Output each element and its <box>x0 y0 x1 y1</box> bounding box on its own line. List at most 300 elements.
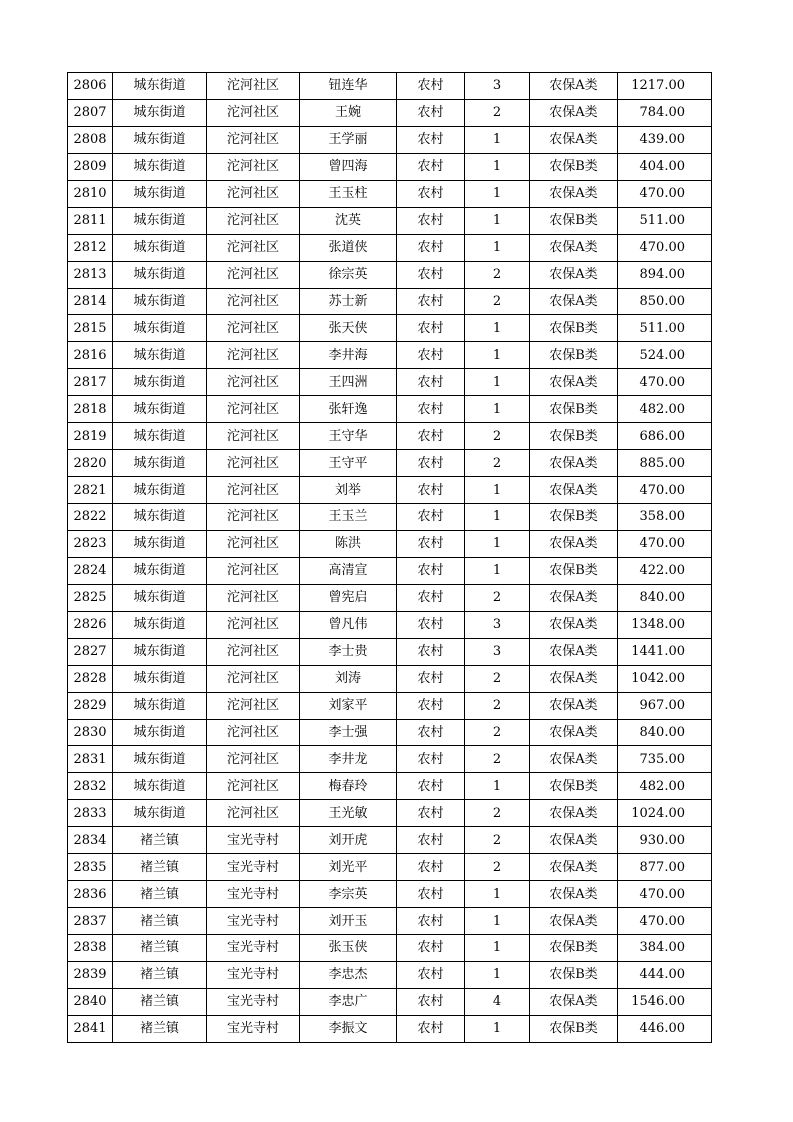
community-cell: 沱河社区 <box>207 477 300 504</box>
community-cell: 宝光寺村 <box>207 1015 300 1042</box>
amount-cell: 446.00 <box>618 1015 712 1042</box>
amount-cell: 358.00 <box>618 504 712 531</box>
person-name-cell: 张玉侠 <box>300 935 397 962</box>
person-name-cell: 王光敏 <box>300 800 397 827</box>
household-type-cell: 农村 <box>397 611 465 638</box>
serial-number-cell: 2836 <box>68 881 113 908</box>
household-type-cell: 农村 <box>397 234 465 261</box>
person-name-cell: 苏士新 <box>300 288 397 315</box>
table-row <box>68 477 712 504</box>
household-size-cell: 2 <box>465 288 530 315</box>
community-cell: 沱河社区 <box>207 773 300 800</box>
person-name-cell: 王玉兰 <box>300 504 397 531</box>
community-cell: 沱河社区 <box>207 746 300 773</box>
household-size-cell: 2 <box>465 450 530 477</box>
household-type-cell: 农村 <box>397 450 465 477</box>
person-name-cell: 李宗英 <box>300 881 397 908</box>
serial-number-cell: 2840 <box>68 988 113 1015</box>
table-row <box>68 288 712 315</box>
table-row <box>68 827 712 854</box>
amount-cell: 511.00 <box>618 207 712 234</box>
household-type-cell: 农村 <box>397 961 465 988</box>
community-cell: 宝光寺村 <box>207 961 300 988</box>
community-cell: 沱河社区 <box>207 692 300 719</box>
serial-number-cell: 2828 <box>68 665 113 692</box>
serial-number-cell: 2809 <box>68 153 113 180</box>
amount-cell: 470.00 <box>618 477 712 504</box>
table-row <box>68 881 712 908</box>
community-cell: 沱河社区 <box>207 719 300 746</box>
insurance-category-cell: 农保A类 <box>530 908 618 935</box>
person-name-cell: 王守华 <box>300 423 397 450</box>
household-size-cell: 1 <box>465 477 530 504</box>
town-cell: 城东街道 <box>113 288 207 315</box>
household-type-cell: 农村 <box>397 73 465 100</box>
insurance-category-cell: 农保A类 <box>530 261 618 288</box>
amount-cell: 404.00 <box>618 153 712 180</box>
serial-number-cell: 2841 <box>68 1015 113 1042</box>
household-type-cell: 农村 <box>397 881 465 908</box>
town-cell: 褚兰镇 <box>113 827 207 854</box>
table-row <box>68 584 712 611</box>
household-size-cell: 2 <box>465 99 530 126</box>
town-cell: 褚兰镇 <box>113 935 207 962</box>
relief-roster-sheet <box>67 72 712 1043</box>
household-type-cell: 农村 <box>397 935 465 962</box>
household-type-cell: 农村 <box>397 746 465 773</box>
community-cell: 沱河社区 <box>207 73 300 100</box>
insurance-category-cell: 农保A类 <box>530 692 618 719</box>
town-cell: 城东街道 <box>113 692 207 719</box>
insurance-category-cell: 农保B类 <box>530 396 618 423</box>
insurance-category-cell: 农保B类 <box>530 423 618 450</box>
person-name-cell: 曾凡伟 <box>300 611 397 638</box>
amount-cell: 444.00 <box>618 961 712 988</box>
table-row <box>68 261 712 288</box>
person-name-cell: 李士贵 <box>300 638 397 665</box>
household-type-cell: 农村 <box>397 369 465 396</box>
amount-cell: 482.00 <box>618 773 712 800</box>
community-cell: 沱河社区 <box>207 180 300 207</box>
amount-cell: 1441.00 <box>618 638 712 665</box>
town-cell: 城东街道 <box>113 665 207 692</box>
community-cell: 沱河社区 <box>207 342 300 369</box>
town-cell: 城东街道 <box>113 800 207 827</box>
person-name-cell: 刘开虎 <box>300 827 397 854</box>
household-type-cell: 农村 <box>397 261 465 288</box>
serial-number-cell: 2813 <box>68 261 113 288</box>
table-row <box>68 234 712 261</box>
household-type-cell: 农村 <box>397 477 465 504</box>
insurance-category-cell: 农保B类 <box>530 207 618 234</box>
town-cell: 城东街道 <box>113 315 207 342</box>
insurance-category-cell: 农保A类 <box>530 827 618 854</box>
person-name-cell: 李井海 <box>300 342 397 369</box>
amount-cell: 470.00 <box>618 530 712 557</box>
amount-cell: 1042.00 <box>618 665 712 692</box>
town-cell: 城东街道 <box>113 719 207 746</box>
household-size-cell: 2 <box>465 746 530 773</box>
insurance-category-cell: 农保A类 <box>530 477 618 504</box>
table-row <box>68 369 712 396</box>
insurance-category-cell: 农保B类 <box>530 504 618 531</box>
person-name-cell: 李忠杰 <box>300 961 397 988</box>
community-cell: 沱河社区 <box>207 557 300 584</box>
community-cell: 沱河社区 <box>207 611 300 638</box>
table-row <box>68 854 712 881</box>
table-row <box>68 207 712 234</box>
insurance-category-cell: 农保A类 <box>530 638 618 665</box>
household-size-cell: 3 <box>465 611 530 638</box>
household-size-cell: 1 <box>465 881 530 908</box>
household-size-cell: 1 <box>465 961 530 988</box>
town-cell: 城东街道 <box>113 557 207 584</box>
household-size-cell: 1 <box>465 180 530 207</box>
table-row <box>68 692 712 719</box>
household-size-cell: 1 <box>465 207 530 234</box>
serial-number-cell: 2835 <box>68 854 113 881</box>
household-type-cell: 农村 <box>397 692 465 719</box>
insurance-category-cell: 农保B类 <box>530 153 618 180</box>
insurance-category-cell: 农保A类 <box>530 126 618 153</box>
household-size-cell: 3 <box>465 73 530 100</box>
household-size-cell: 2 <box>465 584 530 611</box>
community-cell: 沱河社区 <box>207 315 300 342</box>
household-type-cell: 农村 <box>397 854 465 881</box>
serial-number-cell: 2831 <box>68 746 113 773</box>
insurance-category-cell: 农保B类 <box>530 961 618 988</box>
town-cell: 城东街道 <box>113 530 207 557</box>
person-name-cell: 李振文 <box>300 1015 397 1042</box>
insurance-category-cell: 农保A类 <box>530 746 618 773</box>
household-type-cell: 农村 <box>397 908 465 935</box>
household-size-cell: 1 <box>465 530 530 557</box>
serial-number-cell: 2806 <box>68 73 113 100</box>
serial-number-cell: 2833 <box>68 800 113 827</box>
person-name-cell: 李忠广 <box>300 988 397 1015</box>
serial-number-cell: 2837 <box>68 908 113 935</box>
amount-cell: 511.00 <box>618 315 712 342</box>
community-cell: 宝光寺村 <box>207 908 300 935</box>
community-cell: 沱河社区 <box>207 261 300 288</box>
insurance-category-cell: 农保A类 <box>530 584 618 611</box>
serial-number-cell: 2838 <box>68 935 113 962</box>
community-cell: 宝光寺村 <box>207 988 300 1015</box>
town-cell: 城东街道 <box>113 369 207 396</box>
person-name-cell: 曾四海 <box>300 153 397 180</box>
town-cell: 城东街道 <box>113 746 207 773</box>
person-name-cell: 李士强 <box>300 719 397 746</box>
town-cell: 城东街道 <box>113 773 207 800</box>
town-cell: 城东街道 <box>113 638 207 665</box>
household-type-cell: 农村 <box>397 827 465 854</box>
serial-number-cell: 2811 <box>68 207 113 234</box>
person-name-cell: 徐宗英 <box>300 261 397 288</box>
household-size-cell: 1 <box>465 773 530 800</box>
serial-number-cell: 2829 <box>68 692 113 719</box>
insurance-category-cell: 农保A类 <box>530 611 618 638</box>
household-size-cell: 2 <box>465 692 530 719</box>
amount-cell: 967.00 <box>618 692 712 719</box>
insurance-category-cell: 农保A类 <box>530 234 618 261</box>
table-row <box>68 423 712 450</box>
amount-cell: 686.00 <box>618 423 712 450</box>
household-size-cell: 1 <box>465 153 530 180</box>
person-name-cell: 高清宣 <box>300 557 397 584</box>
person-name-cell: 刘涛 <box>300 665 397 692</box>
community-cell: 沱河社区 <box>207 665 300 692</box>
person-name-cell: 王学丽 <box>300 126 397 153</box>
insurance-category-cell: 农保A类 <box>530 369 618 396</box>
serial-number-cell: 2808 <box>68 126 113 153</box>
person-name-cell: 王守平 <box>300 450 397 477</box>
community-cell: 沱河社区 <box>207 638 300 665</box>
amount-cell: 894.00 <box>618 261 712 288</box>
community-cell: 宝光寺村 <box>207 935 300 962</box>
town-cell: 褚兰镇 <box>113 881 207 908</box>
table-row <box>68 342 712 369</box>
serial-number-cell: 2820 <box>68 450 113 477</box>
amount-cell: 470.00 <box>618 881 712 908</box>
town-cell: 城东街道 <box>113 234 207 261</box>
amount-cell: 850.00 <box>618 288 712 315</box>
insurance-category-cell: 农保A类 <box>530 73 618 100</box>
amount-cell: 470.00 <box>618 234 712 261</box>
household-size-cell: 2 <box>465 719 530 746</box>
table-body <box>68 73 712 1043</box>
table-row <box>68 800 712 827</box>
household-size-cell: 1 <box>465 1015 530 1042</box>
household-size-cell: 3 <box>465 638 530 665</box>
town-cell: 城东街道 <box>113 504 207 531</box>
table-row <box>68 961 712 988</box>
household-type-cell: 农村 <box>397 638 465 665</box>
table-row <box>68 315 712 342</box>
town-cell: 城东街道 <box>113 180 207 207</box>
serial-number-cell: 2824 <box>68 557 113 584</box>
table-row <box>68 988 712 1015</box>
person-name-cell: 张天侠 <box>300 315 397 342</box>
household-type-cell: 农村 <box>397 719 465 746</box>
serial-number-cell: 2832 <box>68 773 113 800</box>
amount-cell: 470.00 <box>618 180 712 207</box>
community-cell: 沱河社区 <box>207 207 300 234</box>
serial-number-cell: 2823 <box>68 530 113 557</box>
serial-number-cell: 2826 <box>68 611 113 638</box>
table-row <box>68 935 712 962</box>
person-name-cell: 王四洲 <box>300 369 397 396</box>
community-cell: 沱河社区 <box>207 450 300 477</box>
community-cell: 宝光寺村 <box>207 827 300 854</box>
table-row <box>68 638 712 665</box>
table-row <box>68 665 712 692</box>
community-cell: 沱河社区 <box>207 153 300 180</box>
amount-cell: 735.00 <box>618 746 712 773</box>
amount-cell: 524.00 <box>618 342 712 369</box>
insurance-category-cell: 农保B类 <box>530 315 618 342</box>
town-cell: 城东街道 <box>113 396 207 423</box>
person-name-cell: 曾宪启 <box>300 584 397 611</box>
table-row <box>68 450 712 477</box>
household-type-cell: 农村 <box>397 288 465 315</box>
table-row <box>68 1015 712 1042</box>
household-size-cell: 2 <box>465 800 530 827</box>
person-name-cell: 张道侠 <box>300 234 397 261</box>
table-row <box>68 126 712 153</box>
town-cell: 褚兰镇 <box>113 1015 207 1042</box>
household-size-cell: 2 <box>465 827 530 854</box>
insurance-category-cell: 农保A类 <box>530 988 618 1015</box>
person-name-cell: 李井龙 <box>300 746 397 773</box>
amount-cell: 840.00 <box>618 719 712 746</box>
serial-number-cell: 2814 <box>68 288 113 315</box>
serial-number-cell: 2818 <box>68 396 113 423</box>
insurance-category-cell: 农保A类 <box>530 854 618 881</box>
household-type-cell: 农村 <box>397 800 465 827</box>
household-type-cell: 农村 <box>397 126 465 153</box>
person-name-cell: 刘家平 <box>300 692 397 719</box>
table-row <box>68 557 712 584</box>
town-cell: 褚兰镇 <box>113 988 207 1015</box>
town-cell: 城东街道 <box>113 153 207 180</box>
community-cell: 宝光寺村 <box>207 854 300 881</box>
relief-roster-table <box>67 72 712 1043</box>
insurance-category-cell: 农保A类 <box>530 99 618 126</box>
town-cell: 城东街道 <box>113 477 207 504</box>
table-row <box>68 73 712 100</box>
person-name-cell: 陈洪 <box>300 530 397 557</box>
person-name-cell: 沈英 <box>300 207 397 234</box>
insurance-category-cell: 农保A类 <box>530 800 618 827</box>
household-type-cell: 农村 <box>397 1015 465 1042</box>
amount-cell: 1024.00 <box>618 800 712 827</box>
serial-number-cell: 2834 <box>68 827 113 854</box>
serial-number-cell: 2815 <box>68 315 113 342</box>
town-cell: 城东街道 <box>113 342 207 369</box>
insurance-category-cell: 农保B类 <box>530 1015 618 1042</box>
community-cell: 沱河社区 <box>207 423 300 450</box>
amount-cell: 1348.00 <box>618 611 712 638</box>
household-type-cell: 农村 <box>397 530 465 557</box>
household-type-cell: 农村 <box>397 773 465 800</box>
community-cell: 沱河社区 <box>207 99 300 126</box>
amount-cell: 784.00 <box>618 99 712 126</box>
table-row <box>68 530 712 557</box>
table-row <box>68 153 712 180</box>
amount-cell: 930.00 <box>618 827 712 854</box>
table-row <box>68 504 712 531</box>
serial-number-cell: 2817 <box>68 369 113 396</box>
person-name-cell: 梅春玲 <box>300 773 397 800</box>
household-size-cell: 1 <box>465 396 530 423</box>
household-size-cell: 4 <box>465 988 530 1015</box>
household-size-cell: 2 <box>465 423 530 450</box>
community-cell: 沱河社区 <box>207 234 300 261</box>
insurance-category-cell: 农保B类 <box>530 342 618 369</box>
amount-cell: 840.00 <box>618 584 712 611</box>
household-type-cell: 农村 <box>397 423 465 450</box>
household-size-cell: 2 <box>465 665 530 692</box>
amount-cell: 439.00 <box>618 126 712 153</box>
table-row <box>68 180 712 207</box>
household-size-cell: 1 <box>465 908 530 935</box>
insurance-category-cell: 农保A类 <box>530 881 618 908</box>
amount-cell: 422.00 <box>618 557 712 584</box>
person-name-cell: 钮连华 <box>300 73 397 100</box>
amount-cell: 470.00 <box>618 369 712 396</box>
table-row <box>68 746 712 773</box>
insurance-category-cell: 农保A类 <box>530 180 618 207</box>
community-cell: 沱河社区 <box>207 126 300 153</box>
amount-cell: 877.00 <box>618 854 712 881</box>
town-cell: 城东街道 <box>113 99 207 126</box>
amount-cell: 1217.00 <box>618 73 712 100</box>
serial-number-cell: 2839 <box>68 961 113 988</box>
household-size-cell: 1 <box>465 315 530 342</box>
town-cell: 城东街道 <box>113 611 207 638</box>
table-row <box>68 773 712 800</box>
household-size-cell: 1 <box>465 126 530 153</box>
household-type-cell: 农村 <box>397 396 465 423</box>
amount-cell: 1546.00 <box>618 988 712 1015</box>
person-name-cell: 王婉 <box>300 99 397 126</box>
household-type-cell: 农村 <box>397 180 465 207</box>
serial-number-cell: 2812 <box>68 234 113 261</box>
person-name-cell: 刘开玉 <box>300 908 397 935</box>
table-row <box>68 611 712 638</box>
household-size-cell: 1 <box>465 935 530 962</box>
serial-number-cell: 2825 <box>68 584 113 611</box>
insurance-category-cell: 农保A类 <box>530 288 618 315</box>
insurance-category-cell: 农保A类 <box>530 665 618 692</box>
town-cell: 城东街道 <box>113 73 207 100</box>
table-row <box>68 99 712 126</box>
community-cell: 宝光寺村 <box>207 881 300 908</box>
household-size-cell: 1 <box>465 504 530 531</box>
serial-number-cell: 2830 <box>68 719 113 746</box>
town-cell: 城东街道 <box>113 423 207 450</box>
community-cell: 沱河社区 <box>207 288 300 315</box>
table-row <box>68 396 712 423</box>
person-name-cell: 刘光平 <box>300 854 397 881</box>
serial-number-cell: 2810 <box>68 180 113 207</box>
serial-number-cell: 2816 <box>68 342 113 369</box>
town-cell: 城东街道 <box>113 450 207 477</box>
household-type-cell: 农村 <box>397 315 465 342</box>
table-row <box>68 719 712 746</box>
insurance-category-cell: 农保A类 <box>530 530 618 557</box>
person-name-cell: 王玉柱 <box>300 180 397 207</box>
household-size-cell: 1 <box>465 369 530 396</box>
town-cell: 褚兰镇 <box>113 961 207 988</box>
serial-number-cell: 2819 <box>68 423 113 450</box>
household-type-cell: 农村 <box>397 99 465 126</box>
town-cell: 褚兰镇 <box>113 908 207 935</box>
person-name-cell: 张轩逸 <box>300 396 397 423</box>
person-name-cell: 刘举 <box>300 477 397 504</box>
household-size-cell: 1 <box>465 234 530 261</box>
insurance-category-cell: 农保B类 <box>530 773 618 800</box>
town-cell: 褚兰镇 <box>113 854 207 881</box>
community-cell: 沱河社区 <box>207 800 300 827</box>
community-cell: 沱河社区 <box>207 396 300 423</box>
household-type-cell: 农村 <box>397 665 465 692</box>
amount-cell: 482.00 <box>618 396 712 423</box>
community-cell: 沱河社区 <box>207 369 300 396</box>
amount-cell: 885.00 <box>618 450 712 477</box>
amount-cell: 470.00 <box>618 908 712 935</box>
insurance-category-cell: 农保B类 <box>530 935 618 962</box>
